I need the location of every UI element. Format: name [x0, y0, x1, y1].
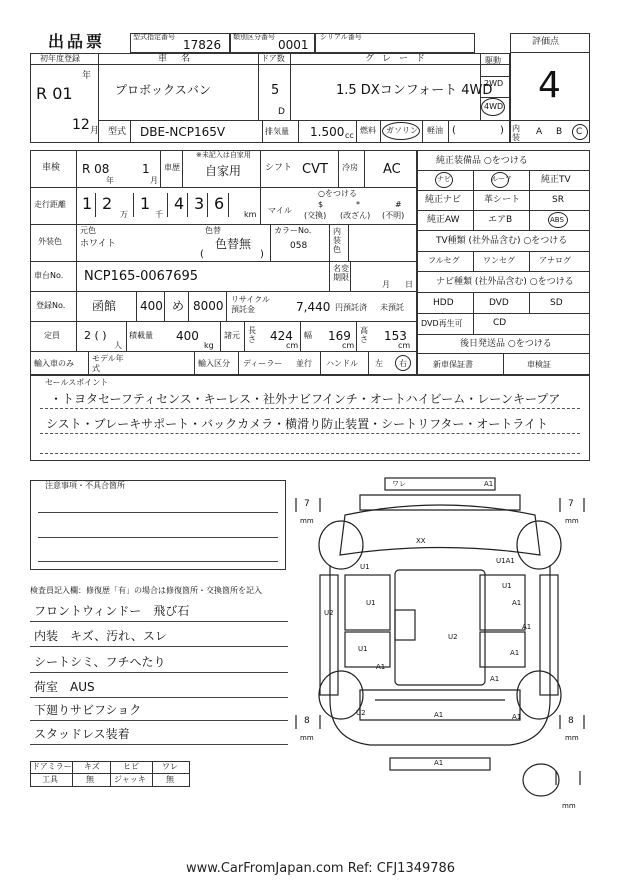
fuel-paren-r: ) [500, 125, 504, 136]
kokan-option: (交換) [304, 211, 327, 220]
handle-right: 右 [399, 359, 407, 368]
drive-label: 駆動 [485, 56, 501, 65]
model-year-label: モデル年式 [92, 354, 124, 373]
equip-header: 純正装備品 ○をつける [436, 156, 528, 166]
mileage-label: 走行距離 [34, 200, 66, 209]
width: 169 [328, 329, 351, 343]
import-type-label: 輸入区分 [198, 359, 230, 368]
color-change: 色替無 [215, 237, 252, 251]
hgt-unit: cm [398, 341, 411, 350]
shift-value: CVT [302, 162, 328, 177]
mileage-digit-3: 1 [140, 194, 151, 213]
first-reg-label: 初年度登録 [40, 54, 80, 63]
colorno: 058 [290, 241, 308, 251]
use-note: ※未記入は自家用 [196, 151, 251, 159]
tire-fl-depth: 7 [304, 499, 310, 509]
mark-9: A1 [512, 599, 522, 607]
reg-area: 函館 [92, 299, 117, 313]
orig-color-label: 元色 [80, 226, 96, 235]
equip-tv: 純正TV [541, 175, 571, 185]
after-shakensho: 車検証 [527, 360, 551, 369]
tv-fullseg: フルセグ [428, 256, 460, 265]
disp-label: 排気量 [265, 127, 289, 136]
equip-airbag: エアB [488, 215, 513, 225]
use-value: 自家用 [205, 164, 242, 178]
load-label: 積載量 [129, 331, 153, 340]
mark-18: A1 [512, 713, 522, 721]
mileage-digit-4: 4 [174, 194, 185, 213]
car-name: プロボックスバン [115, 83, 211, 97]
colorno-label: カラーNo. [274, 226, 312, 235]
sales-line-2: シスト・ブレーキサポート・バックカメラ・横滑り防止装置・シートリフター・オートライト [46, 417, 548, 431]
legend-body-2: 無 [86, 775, 94, 784]
color-change-label: 色替 [205, 226, 221, 235]
size-label: 諸元 [224, 331, 240, 340]
ruibetsu-value: 0001 [278, 38, 309, 52]
mark-4: U1 [360, 563, 370, 571]
use-label: 車歴 [164, 163, 180, 172]
door-type: D [278, 107, 285, 117]
interior-grade-b: B [556, 127, 563, 137]
tire-fr-depth: 7 [568, 499, 574, 509]
grade: 1.5 DXコンフォート 4WD [336, 83, 493, 98]
note-line-5: 下廻りサビフショク [34, 703, 142, 717]
sales-label: セールスポイント [45, 378, 109, 387]
import-label: 輸入車のみ [34, 359, 74, 368]
note-line-1: フロントウィンドー 飛び石 [34, 604, 190, 618]
fumei-symbol: # [395, 200, 402, 209]
interior-grade-c: C [576, 127, 583, 137]
model: DBE-NCP165V [140, 125, 226, 139]
shamei-label: 車名 [158, 54, 205, 64]
equip-navi: ナビ [437, 175, 451, 183]
shaken-value: R 08 [82, 162, 110, 176]
grade-label: グレード [365, 54, 434, 64]
hgt-label: 高さ [360, 326, 368, 344]
aircon-value: AC [383, 162, 401, 177]
orig-color: ホワイト [80, 239, 116, 249]
notes-label: 注意事項・不具合箇所 [45, 481, 125, 490]
tire-rl-unit: mm [300, 734, 314, 742]
chassis-no: NCP165-0067695 [84, 269, 199, 284]
first-reg-year: R 01 [36, 84, 73, 103]
reg-kana: め [172, 299, 185, 313]
disp-unit: cc [345, 131, 354, 140]
maru-note: ○をつける [318, 189, 357, 198]
mileage-man: 万 [120, 210, 128, 219]
serial-label: シリアル番号 [320, 33, 362, 41]
mark-16: U2 [356, 709, 366, 717]
mileage-digit-5: 3 [194, 194, 205, 213]
tire-rl-depth: 8 [304, 716, 310, 726]
dealer-option: ディーラー [243, 359, 283, 368]
meigen-day: 日 [405, 280, 413, 289]
mark-5: U1A1 [496, 557, 515, 565]
equip-abs: ABS [550, 216, 564, 224]
load: 400 [176, 329, 199, 343]
tv-header: TV種類 (社外品含む) ○をつける [436, 236, 568, 246]
navi-hdd: HDD [433, 298, 454, 308]
mark-14: A1 [376, 663, 386, 671]
mark-3: XX [416, 537, 426, 545]
handle-label: ハンドル [326, 359, 358, 368]
len-unit: cm [286, 341, 299, 350]
mark-1: ワレ [392, 480, 406, 488]
ruibetsu-label: 類別区分番号 [233, 33, 275, 41]
inspector-note: 検査員記入欄：修復歴「有」の場合は修復箇所・交換箇所を記入 [30, 586, 262, 595]
mark-17: A1 [434, 711, 444, 719]
mark-2: A1 [484, 480, 494, 488]
equip-pnavi: 純正ナビ [425, 195, 462, 205]
reg-num1: 400 [140, 299, 163, 313]
fuel-paren-l: ( [452, 125, 456, 136]
mark-19: A1 [434, 759, 444, 767]
meigen-label: 名変期限 [333, 264, 349, 282]
mileage-digit-1: 1 [82, 194, 93, 213]
sales-line-1: ・トヨタセーフティセンス・キーレス・社外ナビフインチ・オートハイビーム・レーンキープア [50, 392, 561, 406]
legend-body-1: 工具 [42, 775, 58, 784]
mark-6: U1 [502, 582, 512, 590]
capacity-unit: 人 [114, 341, 122, 350]
mark-10: U1 [358, 645, 368, 653]
equip-roof: ルーフ [491, 175, 512, 183]
equip-sr: SR [552, 195, 564, 205]
mileage-digit-6: 6 [214, 194, 225, 213]
mile-option: マイル [268, 206, 292, 215]
after-warranty: 新車保証書 [433, 360, 473, 369]
score-label: 評価点 [532, 37, 560, 47]
mileage-digit-2: 2 [102, 194, 113, 213]
mileage-sen: 千 [155, 210, 163, 219]
capacity: 2 ( ) [84, 329, 107, 342]
navi-dvd: DVD [489, 298, 509, 308]
tv-oneseg: ワンセグ [483, 256, 515, 265]
mark-15: A1 [490, 675, 500, 683]
mark-8: U1 [366, 599, 376, 607]
tire-rr-depth: 8 [568, 716, 574, 726]
dvd-play: DVD再生可 [421, 319, 463, 328]
color-paren-l: ( [200, 249, 204, 260]
kata-value: 17826 [183, 38, 222, 52]
doors: 5 [271, 83, 280, 98]
interior-grade-a: A [536, 127, 543, 137]
meigen-month: 月 [382, 280, 390, 289]
door-label: ドア数 [261, 54, 285, 63]
recycle-amount: 7,440 [296, 300, 331, 314]
color-label: 外装色 [38, 237, 62, 246]
mileage-km: km [244, 210, 257, 219]
drive-2wd: 2WD [484, 79, 504, 88]
tire-rr-unit: mm [565, 734, 579, 742]
kaizan-option: (改ざん) [340, 211, 371, 220]
tv-analog: アナログ [539, 256, 571, 265]
year-unit: 年 [82, 71, 92, 81]
first-reg-month: 12 [72, 117, 90, 133]
score-value: 4 [538, 65, 561, 106]
footer-ref: www.CarFromJapan.com Ref: CFJ1349786 [186, 861, 456, 876]
kata-label: 型式指定番号 [133, 33, 175, 41]
navi-header: ナビ種類 (社外品含む) ○をつける [436, 277, 574, 287]
shaken-label: 車検 [42, 163, 61, 173]
recycle-label: リサイクル預託金 [231, 295, 270, 314]
fuel-label: 燃料 [360, 126, 376, 135]
handle-left: 左 [375, 359, 383, 368]
parallel-option: 並行 [296, 359, 312, 368]
mark-11: A1 [522, 623, 532, 631]
kaizan-symbol: * [356, 200, 360, 209]
naiso-color-label: 内装色 [333, 227, 341, 254]
fuel-gas: ガソリン [386, 126, 418, 135]
kokan-symbol: $ [318, 200, 324, 209]
wid-label: 幅 [304, 331, 312, 340]
mark-13: U2 [448, 633, 458, 641]
drive-4wd: 4WD [484, 102, 504, 111]
shaken-month-unit: 月 [150, 176, 158, 185]
wid-unit: cm [342, 341, 355, 350]
displacement: 1.500 [310, 125, 345, 139]
shaken-year-unit: 年 [106, 176, 114, 185]
after-header: 後日発送品 ○をつける [460, 339, 552, 349]
note-line-6: スタッドレス装着 [34, 727, 130, 741]
aircon-label: 冷房 [342, 163, 358, 172]
equip-leather: 革シート [484, 195, 521, 205]
mark-7: U2 [324, 609, 334, 617]
mark-12: A1 [510, 649, 520, 657]
reg-label: 登録No. [36, 301, 66, 310]
color-paren-r: ) [260, 249, 264, 260]
legend-head-1: ドアミラー [32, 762, 72, 771]
legend-head-3: ヒビ [123, 762, 139, 771]
tire-spare-unit: mm [562, 802, 576, 810]
length: 424 [270, 329, 293, 343]
recycle-unit: 円預託済 [335, 303, 367, 312]
note-line-2: 内装 キズ、汚れ、スレ [34, 629, 167, 643]
navi-sd: SD [550, 298, 563, 308]
fumei-option: (不明) [382, 211, 405, 220]
fuel-light: 軽油 [427, 126, 443, 135]
interior-label: 内装 [512, 124, 520, 142]
note-line-4: 荷室 AUS [34, 680, 95, 694]
len-label: 長さ [248, 326, 256, 344]
load-unit: kg [204, 341, 214, 350]
height: 153 [384, 329, 407, 343]
shift-label: シフト [265, 163, 293, 173]
model-label: 型式 [108, 127, 127, 137]
note-line-3: シートシミ、フチへたり [34, 655, 166, 669]
tire-fl-unit: mm [300, 517, 314, 525]
sheet-title: 出品票 [48, 32, 106, 51]
legend-head-4: ワレ [162, 762, 178, 771]
equip-aw: 純正AW [427, 215, 460, 225]
capacity-label: 定員 [44, 331, 60, 340]
legend-head-2: キズ [84, 762, 100, 771]
month-unit: 月 [90, 126, 100, 136]
shaken-month: 1 [142, 162, 150, 176]
recycle-unpaid: 未預託 [380, 303, 404, 312]
legend-body-4: 無 [166, 775, 174, 784]
legend-body-3: ジャッキ [114, 775, 146, 784]
tire-fr-unit: mm [565, 517, 579, 525]
chassis-label: 車台No. [34, 271, 64, 280]
cd: CD [493, 318, 507, 328]
reg-num2: 8000 [193, 299, 224, 313]
